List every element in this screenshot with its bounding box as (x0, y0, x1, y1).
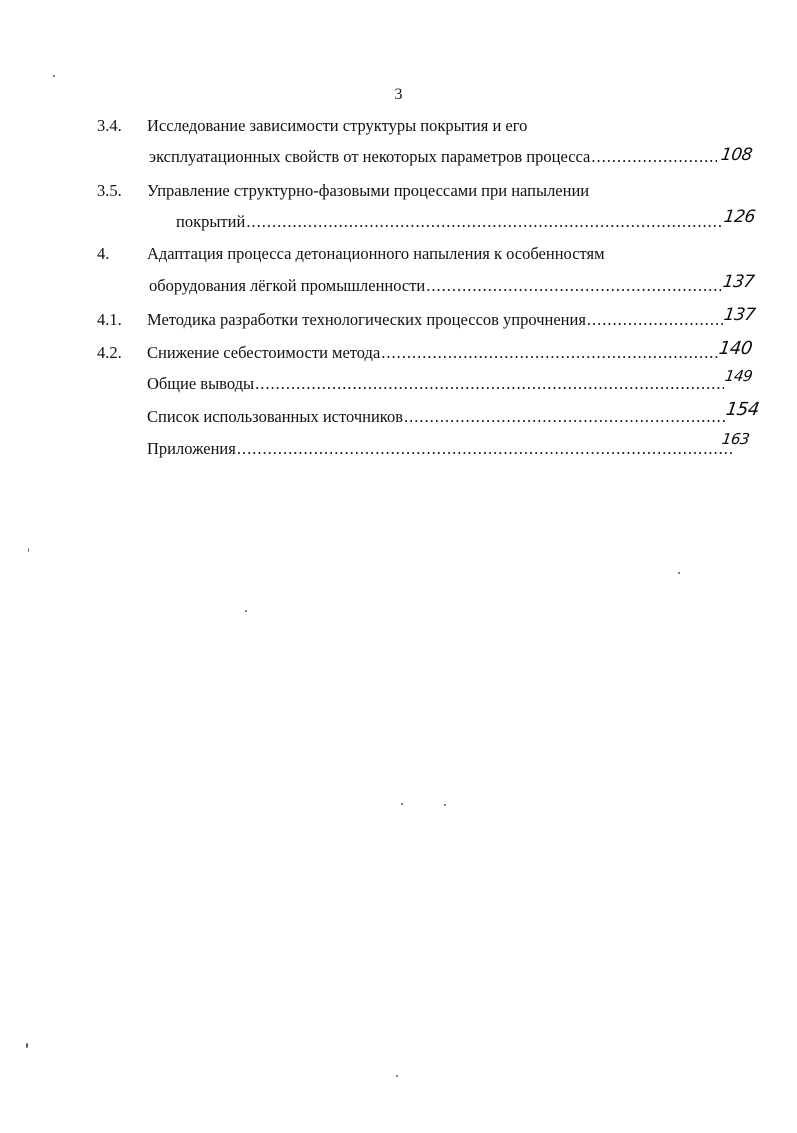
scan-speck (678, 572, 680, 574)
toc-entry-title-line: Управление структурно-фазовыми процессами при напылении (147, 181, 590, 200)
toc-entry-title-line: Снижение себестоимости метода (147, 343, 381, 362)
toc-entry-references (147, 405, 725, 429)
toc-entry-title-line: Приложения (147, 439, 236, 458)
scan-speck (26, 1043, 28, 1048)
leader-dots (404, 405, 725, 429)
toc-entry-title-line: покрытий (176, 212, 246, 231)
handwritten-page-number: 137 (721, 272, 756, 292)
toc-entry-4-last-line (149, 274, 721, 298)
toc-entry-number: 4.2. (97, 343, 122, 362)
leader-dots (381, 341, 719, 365)
toc-entry-number: 3.5. (97, 181, 122, 200)
toc-entry-title-line: Список использованных источников (147, 407, 403, 426)
scan-speck (444, 804, 446, 806)
toc-entry-number: 4.1. (97, 310, 122, 329)
leader-dots (255, 372, 724, 396)
toc-entry-3-5-last-line (176, 210, 724, 234)
toc-entry-appendices (147, 437, 733, 461)
toc-entry-title-line: Методика разработки технологических процессов упрочнения (147, 310, 586, 329)
toc-entry-3-4 (0, 114, 797, 138)
leader-dots (237, 437, 733, 461)
page-number: 3 (394, 86, 403, 103)
handwritten-page-number: 154 (724, 399, 761, 420)
toc-entry-title-line: эксплуатационных свойств от некоторых параметров процесса (149, 147, 591, 166)
leader-dots (587, 308, 723, 332)
toc-entry-4-1-line (147, 308, 723, 332)
scan-speck (245, 610, 247, 612)
toc-entry-4-2-line (147, 341, 719, 365)
scan-speck (401, 803, 403, 805)
toc-entry-title-line: Общие выводы (147, 374, 255, 393)
scan-speck (53, 75, 55, 77)
toc-entry-title-line: Исследование зависимости структуры покрытия и его (147, 116, 528, 135)
handwritten-page-number: 137 (722, 305, 757, 325)
scan-speck (396, 1075, 398, 1077)
handwritten-page-number: 126 (722, 207, 757, 227)
toc-entry-3-5 (0, 179, 797, 203)
toc-entry-title-line: оборудования лёгкой промышленности (149, 276, 426, 295)
toc-entry-conclusions (147, 372, 724, 396)
leader-dots (426, 274, 721, 298)
leader-dots (246, 210, 724, 234)
handwritten-page-number: 149 (723, 367, 754, 385)
toc-entry-title-line: Адаптация процесса детонационного напыления к особенностям (147, 244, 605, 263)
toc-entry-number: 3.4. (97, 116, 122, 135)
handwritten-page-number: 108 (719, 145, 754, 165)
toc-entry-3-4-last-line (149, 145, 717, 169)
toc-entry-number: 4. (97, 244, 110, 263)
scan-speck (28, 548, 29, 552)
handwritten-page-number: 163 (720, 430, 751, 448)
handwritten-page-number: 140 (717, 338, 754, 359)
toc-entry-4 (0, 242, 797, 266)
leader-dots (591, 145, 717, 169)
